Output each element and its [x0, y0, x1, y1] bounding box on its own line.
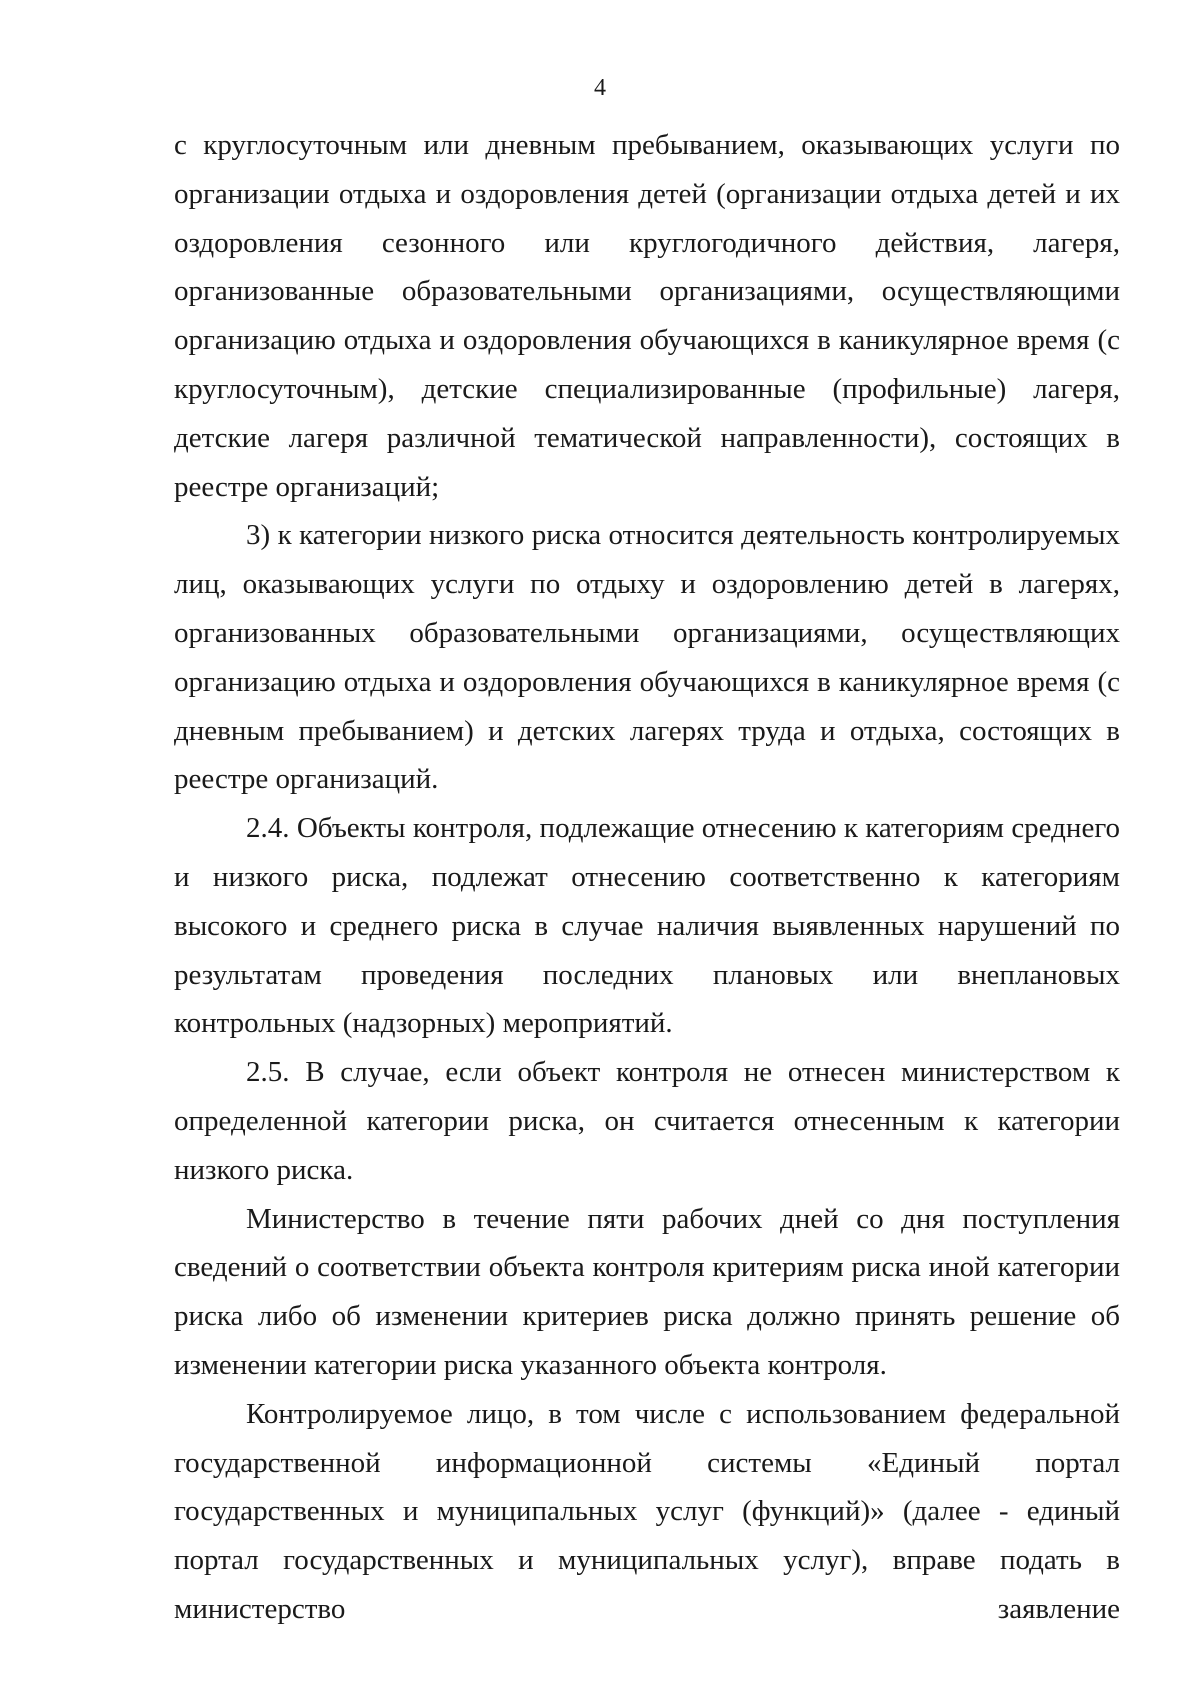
- page-number: 4: [594, 75, 606, 101]
- paragraph-clause-2-5: 2.5. В случае, если объект контроля не отнесен министерством к определенной категории риска, он считается отнесенным к категории низкого риска.: [174, 1056, 1120, 1186]
- paragraph-clause-2-4: 2.4. Объекты контроля, подлежащие отнесению к категориям среднего и низкого риска, подлежат отнесению соответственно к категориям высокого и среднего риска в случае наличия выявленных нарушений по результатам проведения последних плановых или внеплановых контрольных (надзорных) мероприятий.: [174, 812, 1120, 1040]
- paragraph-ministry-decision: Министерство в течение пяти рабочих дней со дня поступления сведений о соответствии объекта контроля критериям риска иной категории риска либо об изменении критериев риска должно принять решение об изменении категории риска указанного объекта контроля.: [174, 1202, 1120, 1381]
- paragraph-low-risk-category: 3) к категории низкого риска относится деятельность контролируемых лиц, оказывающих услуги по отдыху и оздоровлению детей в лагерях, организованных образовательными организациями, осуществляющих организацию отдыха и оздоровления обучающихся в каникулярное время (с дневным пребыванием) и детских лагерях труда и отдыха, состоящих в реестре организаций.: [174, 519, 1120, 796]
- document-body: [174, 121, 1120, 1634]
- paragraph-controlled-person: Контролируемое лицо, в том числе с использованием федеральной государственной информационной системы «Единый портал государственных и муниципальных услуг (функций)» (далее - единый портал государственных и муниципальных услуг), вправе подать в министерство заявление: [174, 1397, 1120, 1625]
- paragraph-continuation: с круглосуточным или дневным пребыванием, оказывающих услуги по организации отдыха и оздоровления детей (организации отдыха детей и их оздоровления сезонного или круглогодичного действия, лагеря, организованные образовательными организациями, осуществляющими организацию отдыха и оздоровления обучающихся в каникулярное время (с круглосуточным), детские специализированные (профильные) лагеря, детские лагеря различной тематической направленности), состоящих в реестре организаций;: [174, 129, 1120, 503]
